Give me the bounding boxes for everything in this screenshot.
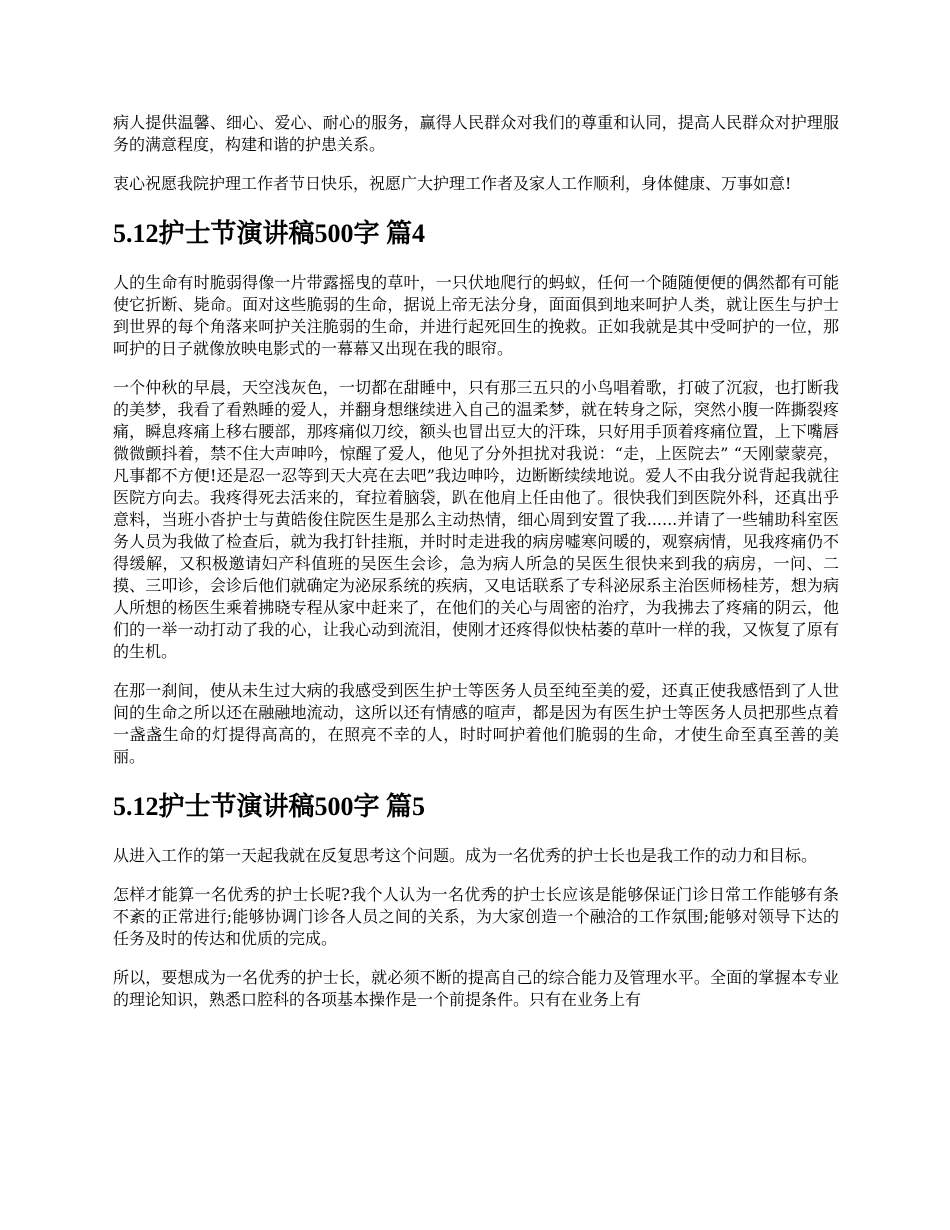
paragraph-spacer bbox=[113, 867, 839, 884]
section-4-heading: 5.12护士节演讲稿500字 篇4 bbox=[113, 219, 426, 248]
document-page bbox=[113, 112, 839, 1011]
heading-spacer bbox=[113, 768, 839, 790]
heading-spacer bbox=[113, 824, 839, 845]
intro-paragraph-1: 病人提供温馨、细心、爱心、耐心的服务，赢得人民群众对我们的尊重和认同，提高人民群众对护理服务的满意程度，构建和谐的护患关系。 bbox=[113, 113, 839, 154]
section-5-paragraph-3: 所以，要想成为一名优秀的护士长，就必须不断的提高自己的综合能力及管理水平。全面的掌握本专业的理论知识，熟悉口腔科的各项基本操作是一个前提条件。只有在业务上有 bbox=[113, 968, 839, 1009]
section-5-paragraph-2: 怎样才能算一名优秀的护士长呢?我个人认为一名优秀的护士长应该是能够保证门诊日常工作能够有条不紊的正常进行;能够协调门诊各人员之间的关系，为大家创造一个融洽的工作氛围;能够对领导下达的任务及时的传达和优质的完成。 bbox=[113, 885, 839, 948]
section-4-paragraph-1: 人的生命有时脆弱得像一片带露摇曳的草叶，一只伏地爬行的蚂蚁，任何一个随随便便的偶然都有可能使它折断、毙命。面对这些脆弱的生命，据说上帝无法分身，面面俱到地来呵护人类，就让医生与护士到世界的每个角落来呵护关注脆弱的生命，并进行起死回生的挽救。正如我就是其中受呵护的一位，那呵护的日子就像放映电影式的一幕幕又出现在我的眼帘。 bbox=[113, 273, 839, 358]
heading-spacer bbox=[113, 251, 839, 272]
section-4-paragraph-3: 在那一刹间，使从未生过大病的我感受到医生护士等医务人员至纯至美的爱，还真正使我感悟到了人世间的生命之所以还在融融地流动，这所以还有情感的喧声，都是因为有医生护士等医务人员把那些点着一盏盏生命的灯提得高高的，在照亮不幸的人，时时呵护着他们脆弱的生命，才使生命至真至善的美丽。 bbox=[113, 681, 839, 766]
section-5-paragraph-1: 从进入工作的第一天起我就在反复思考这个问题。成为一名优秀的护士长也是我工作的动力和目标。 bbox=[113, 846, 818, 865]
section-4-paragraph-2: 一个仲秋的早晨，天空浅灰色，一切都在甜睡中，只有那三五只的小鸟唱着歌，打破了沉寂，也打断我的美梦，我看了看熟睡的爱人，并翻身想继续进入自己的温柔梦，就在转身之际，突然小腹一阵撕裂疼痛，瞬息疼痛上移右腰部，那疼痛似刀绞，额头也冒出豆大的汗珠，只好用手顶着疼痛位置，上下嘴唇微微颤抖着，禁不住大声呻吟，惊醒了爱人，他见了分外担扰对我说：“走，上医院去” “天刚蒙蒙亮，凡事都不方便!还是忍一忍等到天大亮在去吧”我边呻吟，边断断续续地说。爱人不由我分说背起我就往医院方向去。我疼得死去活来的，耷拉着脑袋，趴在他肩上任由他了。很快我们到医院外科，还真出乎意料，当班小沓护士与黄皓俊住院医生是那么主动热情，细心周到安置了我......并请了一些辅助科室医务人员为我做了检查后，就为我打针挂瓶，并时时走进我的病房嘘寒问暖的，观察病情，见我疼痛仍不得缓解，又积极邀请妇产科值班的吴医生会诊，急为病人所急的吴医生很快来到我的病房，一问、二摸、三叩诊，会诊后他们就确定为泌尿系统的疾病，又电话联系了专科泌尿系主治医师杨桂芳，想为病人所想的杨医生乘着拂晓专程从家中赶来了，在他们的关心与周密的治疗，为我拂去了疼痛的阴云，他们的一举一动打动了我的心，让我心动到流泪，使刚才还疼得似快枯萎的草叶一样的我，又恢复了原有的生机。 bbox=[113, 378, 839, 661]
paragraph-spacer bbox=[113, 360, 839, 377]
intro-paragraph-2: 衷心祝愿我院护理工作者节日快乐，祝愿广大护理工作者及家人工作顺利，身体健康、万事如意! bbox=[113, 174, 792, 193]
section-5-heading: 5.12护士节演讲稿500字 篇5 bbox=[113, 792, 426, 821]
paragraph-spacer bbox=[113, 156, 839, 173]
paragraph-spacer bbox=[113, 950, 839, 967]
heading-spacer bbox=[113, 195, 839, 217]
paragraph-spacer bbox=[113, 663, 839, 680]
